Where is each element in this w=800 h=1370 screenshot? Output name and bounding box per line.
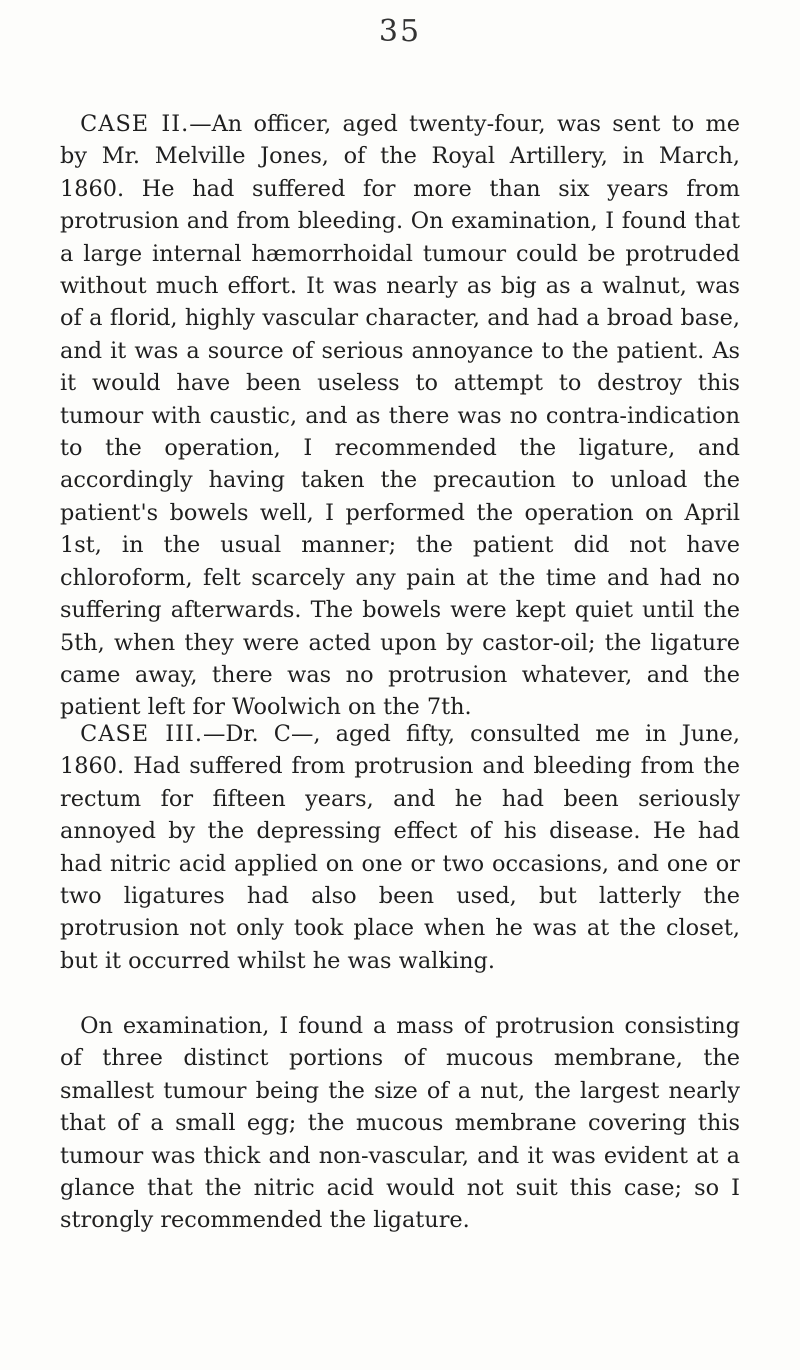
case-two-text: —An officer, aged twenty-four, was sent to me by Mr. Melville Jones, of the Royal Artillery, in March, 1860. He had suffered for more than six years from protrusion and from bleeding. On examination, I found that a large internal hæmorrhoidal tumour could be protruded without much effort. It was nearly as big as a walnut, was of a florid, highly vascular character, and had a broad base, and it was a source of serious annoyance to the patient. As it would have been useless to attempt to destroy this tumour with caustic, and as there was no contra-indication to the operation, I recommended the ligature, and accordingly having taken the precaution to unload the patient's bowels well, I performed the operation on April 1st, in the usual manner; the patient did not have chloroform, felt scarcely any pain at the time and had no suffering afterwards. The bowels were kept quiet until the 5th, when they were acted upon by castor-oil; the ligature came away, there was no protrusion whatever, and the patient left for Woolwich on the 7th.	[60, 111, 740, 721]
case-three-text: —Dr. C—, aged fifty, consulted me in June, 1860. Had suffered from protrusion and bleeding from the rectum for fifteen years, and he had been seriously annoyed by the depressing effect of his disease. He had had nitric acid applied on one or two occasions, and one or two ligatures had also been used, but latterly the protrusion not only took place when he was at the closet, but it occurred whilst he was walking.	[60, 721, 740, 974]
case-three-paragraph	[60, 718, 740, 977]
case-two-paragraph	[60, 108, 740, 724]
case-two-heading: CASE II.	[80, 111, 190, 137]
case-two-section	[60, 108, 740, 724]
examination-paragraph: On examination, I found a mass of protrusion consisting of three distinct portions of mucous membrane, the smallest tumour being the size of a nut, the largest nearly that of a small egg; the mucous membrane covering this tumour was thick and non-vascular, and it was evident at a glance that the nitric acid would not suit this case; so I strongly recommended the ligature.	[60, 1013, 740, 1234]
page-number: 35	[378, 14, 422, 49]
examination-section	[60, 1010, 740, 1237]
case-three-section	[60, 718, 740, 977]
case-three-heading: CASE III.	[80, 721, 203, 747]
